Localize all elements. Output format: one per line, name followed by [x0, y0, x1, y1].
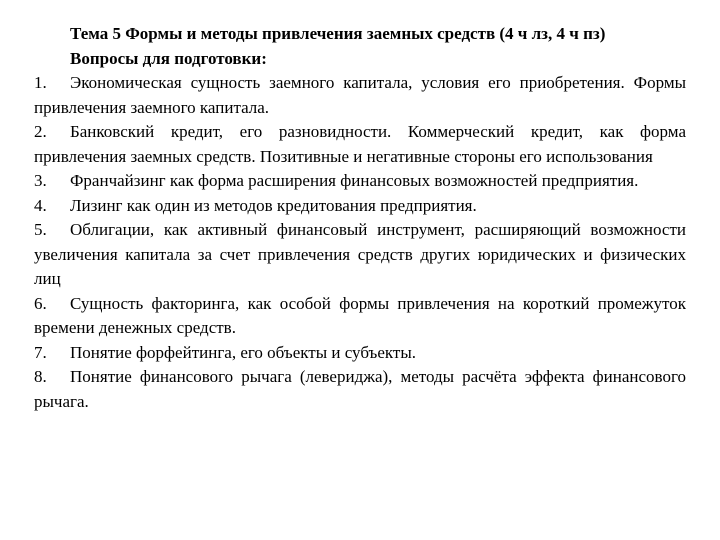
question-item — [34, 169, 686, 194]
question-number: 1. — [34, 73, 47, 92]
question-item — [34, 120, 686, 169]
question-text: Банковский кредит, его разновидности. Коммерческий кредит, как форма привлечения заемных средств. Позитивные и негативные стороны его использования — [34, 122, 686, 166]
question-number: 4. — [34, 195, 47, 215]
question-number: 5. — [34, 220, 47, 239]
question-text: Экономическая сущность заемного капитала, условия его приобретения. Формы привлечения заемного капитала. — [34, 73, 686, 117]
questions-heading: Вопросы для подготовки: — [70, 48, 267, 68]
question-number: 7. — [34, 342, 47, 362]
question-text: Понятие форфейтинга, его объекты и субъекты. — [70, 342, 417, 362]
question-item — [34, 365, 686, 414]
question-item — [34, 292, 686, 341]
question-text: Сущность факторинга, как особой формы привлечения на короткий промежуток времени денежных средств. — [34, 293, 686, 337]
question-item — [34, 194, 686, 219]
document-title: Тема 5 Формы и методы привлечения заемных средств (4 ч лз, 4 ч пз) — [70, 24, 606, 43]
question-number: 6. — [34, 293, 47, 313]
question-number: 8. — [34, 367, 47, 386]
question-number: 2. — [34, 122, 47, 141]
question-text: Франчайзинг как форма расширения финансовых возможностей предприятия. — [70, 171, 639, 190]
question-item — [34, 218, 686, 292]
question-item — [34, 71, 686, 120]
question-text: Лизинг как один из методов кредитования предприятия. — [70, 195, 477, 215]
document-page — [34, 22, 686, 414]
question-text: Облигации, как активный финансовый инструмент, расширяющий возможности увеличения капитала за счет привлечения средств других юридических и физических лиц — [34, 220, 686, 288]
question-text: Понятие финансового рычага (левериджа), методы расчёта эффекта финансового рычага. — [34, 367, 686, 411]
question-item — [34, 341, 686, 366]
question-number: 3. — [34, 171, 47, 190]
